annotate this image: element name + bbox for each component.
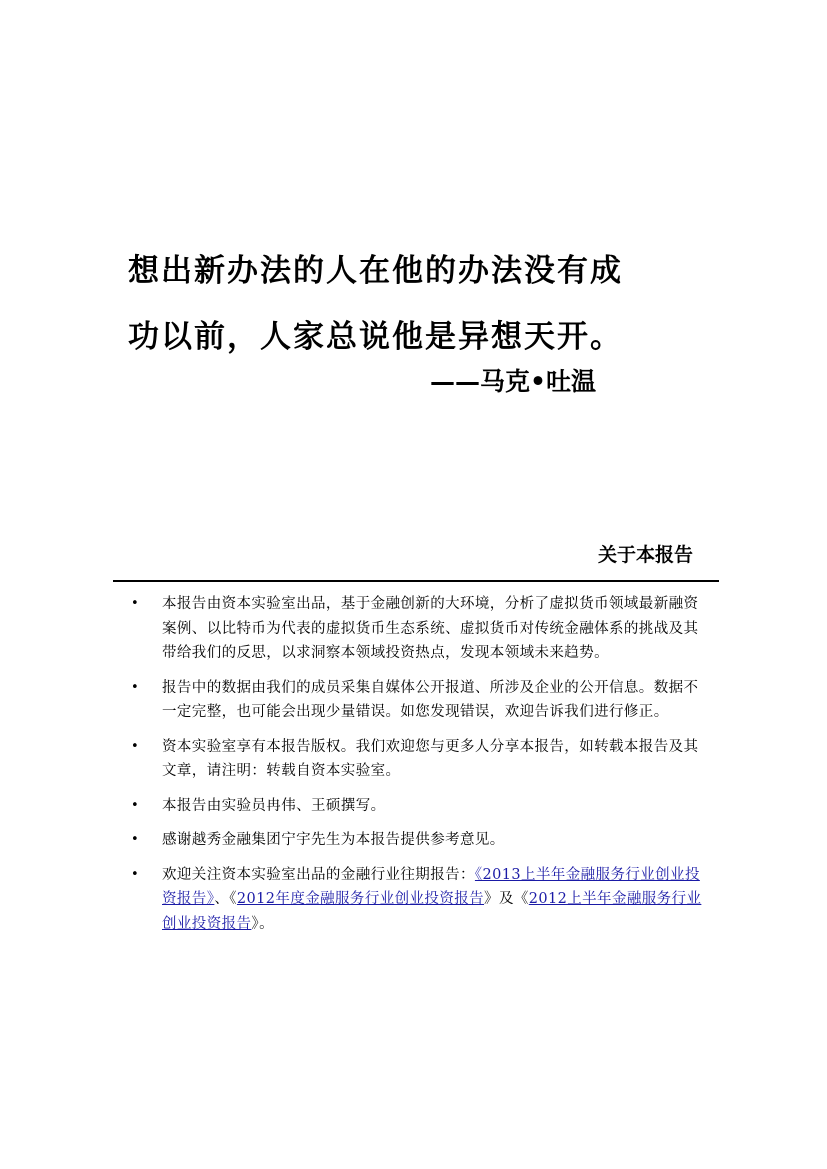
list-item bbox=[113, 676, 703, 725]
bullet-icon: • bbox=[131, 738, 140, 754]
bullet-icon: • bbox=[131, 596, 140, 611]
list-item bbox=[113, 735, 703, 784]
bracket-open: 《 bbox=[229, 891, 237, 907]
list-item-text: 本报告由资本实验室出品，基于金融创新的大环境，分析了虚拟货币领域最新融资案例、以比特币为代表的虚拟货币生态系统、虚拟货币对传统金融体系的挑战及其带给我们的反思，以求洞察本领域投资热点，发现本领域未来趋势。 bbox=[162, 596, 699, 661]
about-list bbox=[113, 592, 703, 946]
list-item bbox=[113, 794, 703, 819]
bracket-open: 《 bbox=[513, 891, 529, 907]
quote-line-1: 想出新办法的人在他的办法没有成 bbox=[128, 253, 623, 289]
bullet-icon: • bbox=[131, 797, 140, 813]
section-title: 关于本报告 bbox=[597, 545, 693, 566]
report-link-2012-annual[interactable]: 2012年度金融服务行业创业投资报告 bbox=[236, 891, 485, 907]
list-item bbox=[113, 592, 703, 666]
section-divider bbox=[113, 580, 719, 582]
quote-line-2: 功以前，人家总说他是异想天开。 bbox=[128, 319, 623, 355]
report-link-2012-h1[interactable]: 2012上半年金融服务行业创业投资报告 bbox=[162, 891, 702, 932]
report-link-2013-h1[interactable]: 《2013上半年金融服务行业创业投资报告》 bbox=[162, 866, 700, 907]
bullet-icon: • bbox=[131, 679, 140, 695]
reports-prefix: 欢迎关注资本实验室出品的金融行业往期报告： bbox=[162, 866, 475, 883]
separator: 、 bbox=[214, 891, 230, 907]
list-item-text: 资本实验室享有本报告版权。我们欢迎您与更多人分享本报告，如转载本报告及其文章，请注明：转载自资本实验室。 bbox=[162, 738, 699, 779]
list-item-reports bbox=[113, 863, 703, 937]
list-item bbox=[113, 828, 703, 853]
list-item-text: 报告中的数据由我们的成员采集自媒体公开报道、所涉及企业的公开信息。数据不一定完整，也可能会出现少量错误。如您发现错误，欢迎告诉我们进行修正。 bbox=[162, 679, 699, 720]
bullet-icon: • bbox=[131, 866, 140, 882]
bullet-icon: • bbox=[131, 832, 140, 847]
list-item-text: 感谢越秀金融集团宁宇先生为本报告提供参考意见。 bbox=[162, 832, 505, 848]
bracket-close: 》 bbox=[484, 891, 499, 907]
quote bbox=[128, 238, 688, 370]
quote-attribution: ——马克•吐温 bbox=[430, 367, 596, 396]
bracket-close: 》 bbox=[251, 915, 260, 932]
separator: 及 bbox=[498, 891, 514, 907]
list-item-text: 本报告由实验员冉伟、王硕撰写。 bbox=[162, 797, 386, 814]
sentence-end: 。 bbox=[259, 915, 274, 932]
